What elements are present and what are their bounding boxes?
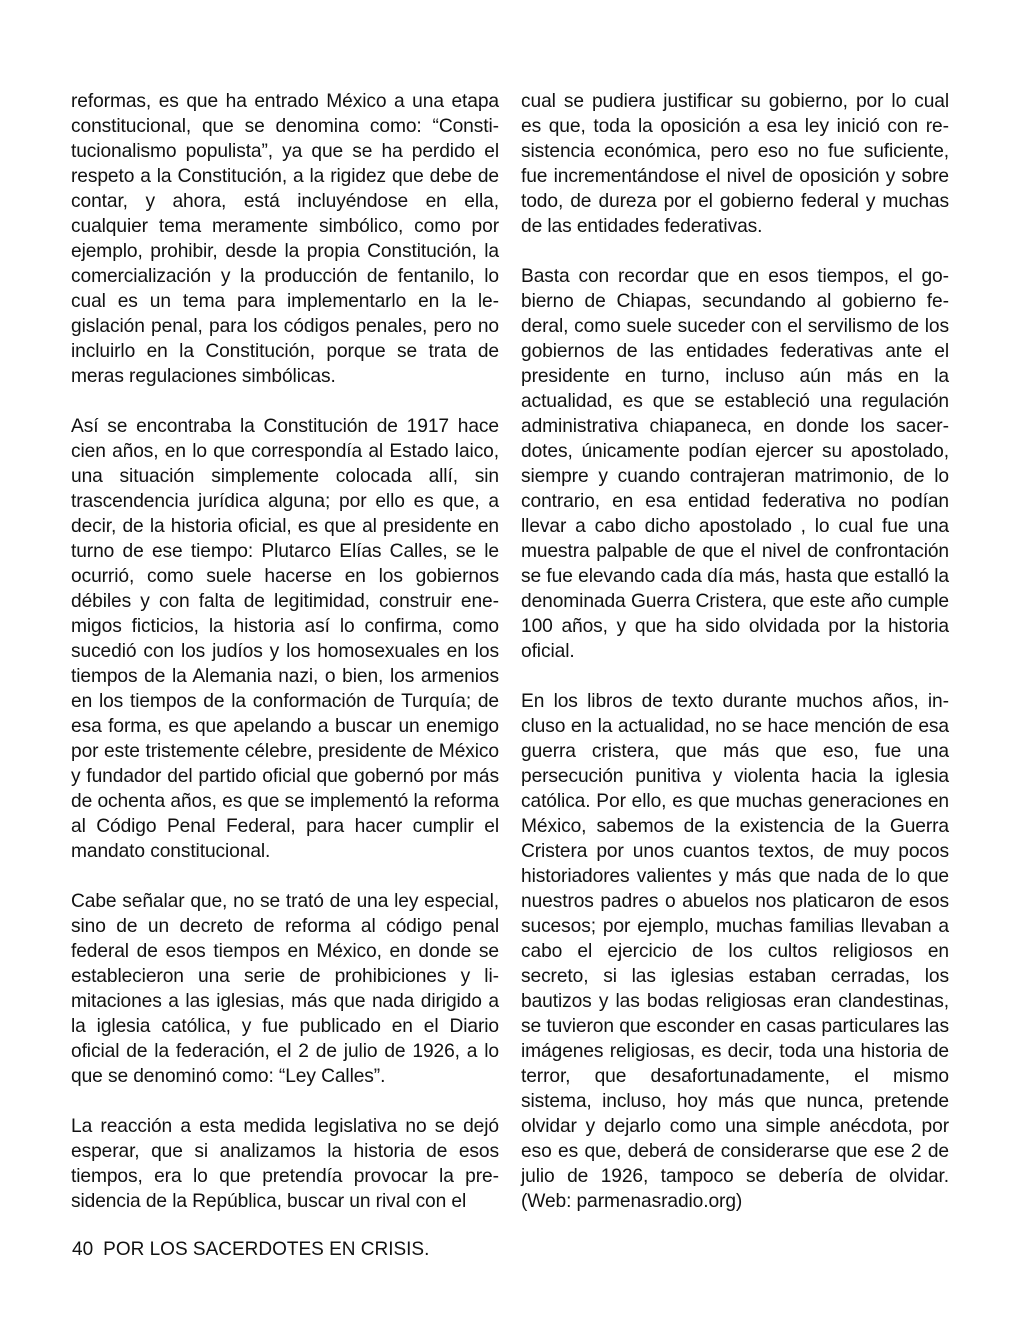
paragraph: cual se pudiera justificar su gobierno, por lo cual es que, toda la oposición a esa ley inició con resistencia económica, pero eso no fue suficiente, fue incrementándose el nivel de oposición y sobre todo, de dureza por el gobierno federal y muchas de las entidades federativas. <box>521 91 949 237</box>
page-footer <box>72 1238 429 1262</box>
paragraph: Así se encontraba la Constitución de 1917 hace cien años, en lo que correspondía al Estado laico, una situación simplemente colocada allí, sin trascendencia jurídica alguna; por ello es que, a decir, de la historia oficial, es que al presidente en turno de ese tiempo: Plutarco Elías Calles, se le ocurrió, como suele hacerse en los gobiernos débiles y con falta de legitimidad, construir enemigos ficticios, la historia así lo confirma, como sucedió con los judíos y los homosexuales en los tiempos de la Alemania nazi, o bien, los armenios en los tiempos de la conformación de Turquía; de esa forma, es que apelando a buscar un enemigo por este tristemente célebre, presidente de México y fundador del partido oficial que gobernó por más de ochenta años, es que se implementó la reforma al Código Penal Federal, para hacer cumplir el mandato constitucional. <box>71 416 499 862</box>
paragraph: Basta con recordar que en esos tiempos, el gobierno de Chiapas, secundando al gobierno federal, como suele suceder con el servilismo de los gobiernos de las entidades federativas ante el presidente en turno, incluso aún más en la actualidad, es que se estableció una regulación administrativa chiapaneca, en donde los sacerdotes, únicamente podían ejercer su apostolado, siempre y cuando contrajeran matrimonio, de lo contrario, en esa entidad federativa no podían llevar a cabo dicho apostolado , lo cual fue una muestra palpable de que el nivel de confrontación se fue elevando cada día más, hasta que estalló la denominada Guerra Cristera, que este año cumple 100 años, y que ha sido olvidada por la historia oficial. <box>521 266 949 662</box>
page-number: 40 <box>72 1239 94 1260</box>
publication-title: POR LOS SACERDOTES EN CRISIS. <box>103 1239 430 1260</box>
paragraph: reformas, es que ha entrado México a una etapa constitucional, que se denomina como: “Constitucionalismo populista”, ya que se ha perdido el respeto a la Constitución, a la rigidez que debe de contar, y ahora, está incluyéndose en ella, cualquier tema meramente simbólico, como por ejemplo, prohibir, desde la propia Constitución, la comercialización y la producción de fentanilo, lo cual es un tema para implementarlo en la legislación penal, para los códigos penales, pero no incluirlo en la Constitución, porque se trata de meras regulaciones simbólicas. <box>71 91 499 387</box>
paragraph: En los libros de texto durante muchos años, incluso en la actualidad, no se hace mención de esa guerra cristera, que más que eso, fue una persecución punitiva y violenta hacia la iglesia católica. Por ello, es que muchas generaciones en México, sabemos de la existencia de la Guerra Cristera por unos cuantos textos, de muy pocos historiadores valientes y más que nada de lo que nuestros padres o abuelos nos platicaron de esos sucesos; por ejemplo, muchas familias llevaban a cabo el ejercicio de los cultos religiosos en secreto, si las iglesias estaban cerradas, los bautizos y las bodas religiosas eran clandestinas, se tuvieron que esconder en casas particulares las imágenes religiosas, es decir, toda una historia de terror, que desafortunadamente, el mismo sistema, incluso, hoy más que nunca, pretende olvidar y dejarlo como una simple anécdota, por eso es que, deberá de considerarse que ese 2 de julio de 1926, tampoco se debería de olvidar. (Web: parmenasradio.org) <box>521 691 949 1212</box>
paragraph: Cabe señalar que, no se trató de una ley especial, sino de un decreto de reforma al código penal federal de esos tiempos en México, en donde se establecieron una serie de prohibiciones y limitaciones a las iglesias, más que nada dirigido a la iglesia católica, y fue publicado en el Diario oficial de la federación, el 2 de julio de 1926, a lo que se denominó como: “Ley Calles”. <box>71 891 499 1087</box>
paragraph: La reacción a esta medida legislativa no se dejó esperar, que si analizamos la historia de esos tiempos, era lo que pretendía provocar la presidencia de la República, buscar un rival con el <box>71 1116 499 1212</box>
left-text-column <box>71 89 499 1214</box>
right-text-column <box>521 89 949 1214</box>
